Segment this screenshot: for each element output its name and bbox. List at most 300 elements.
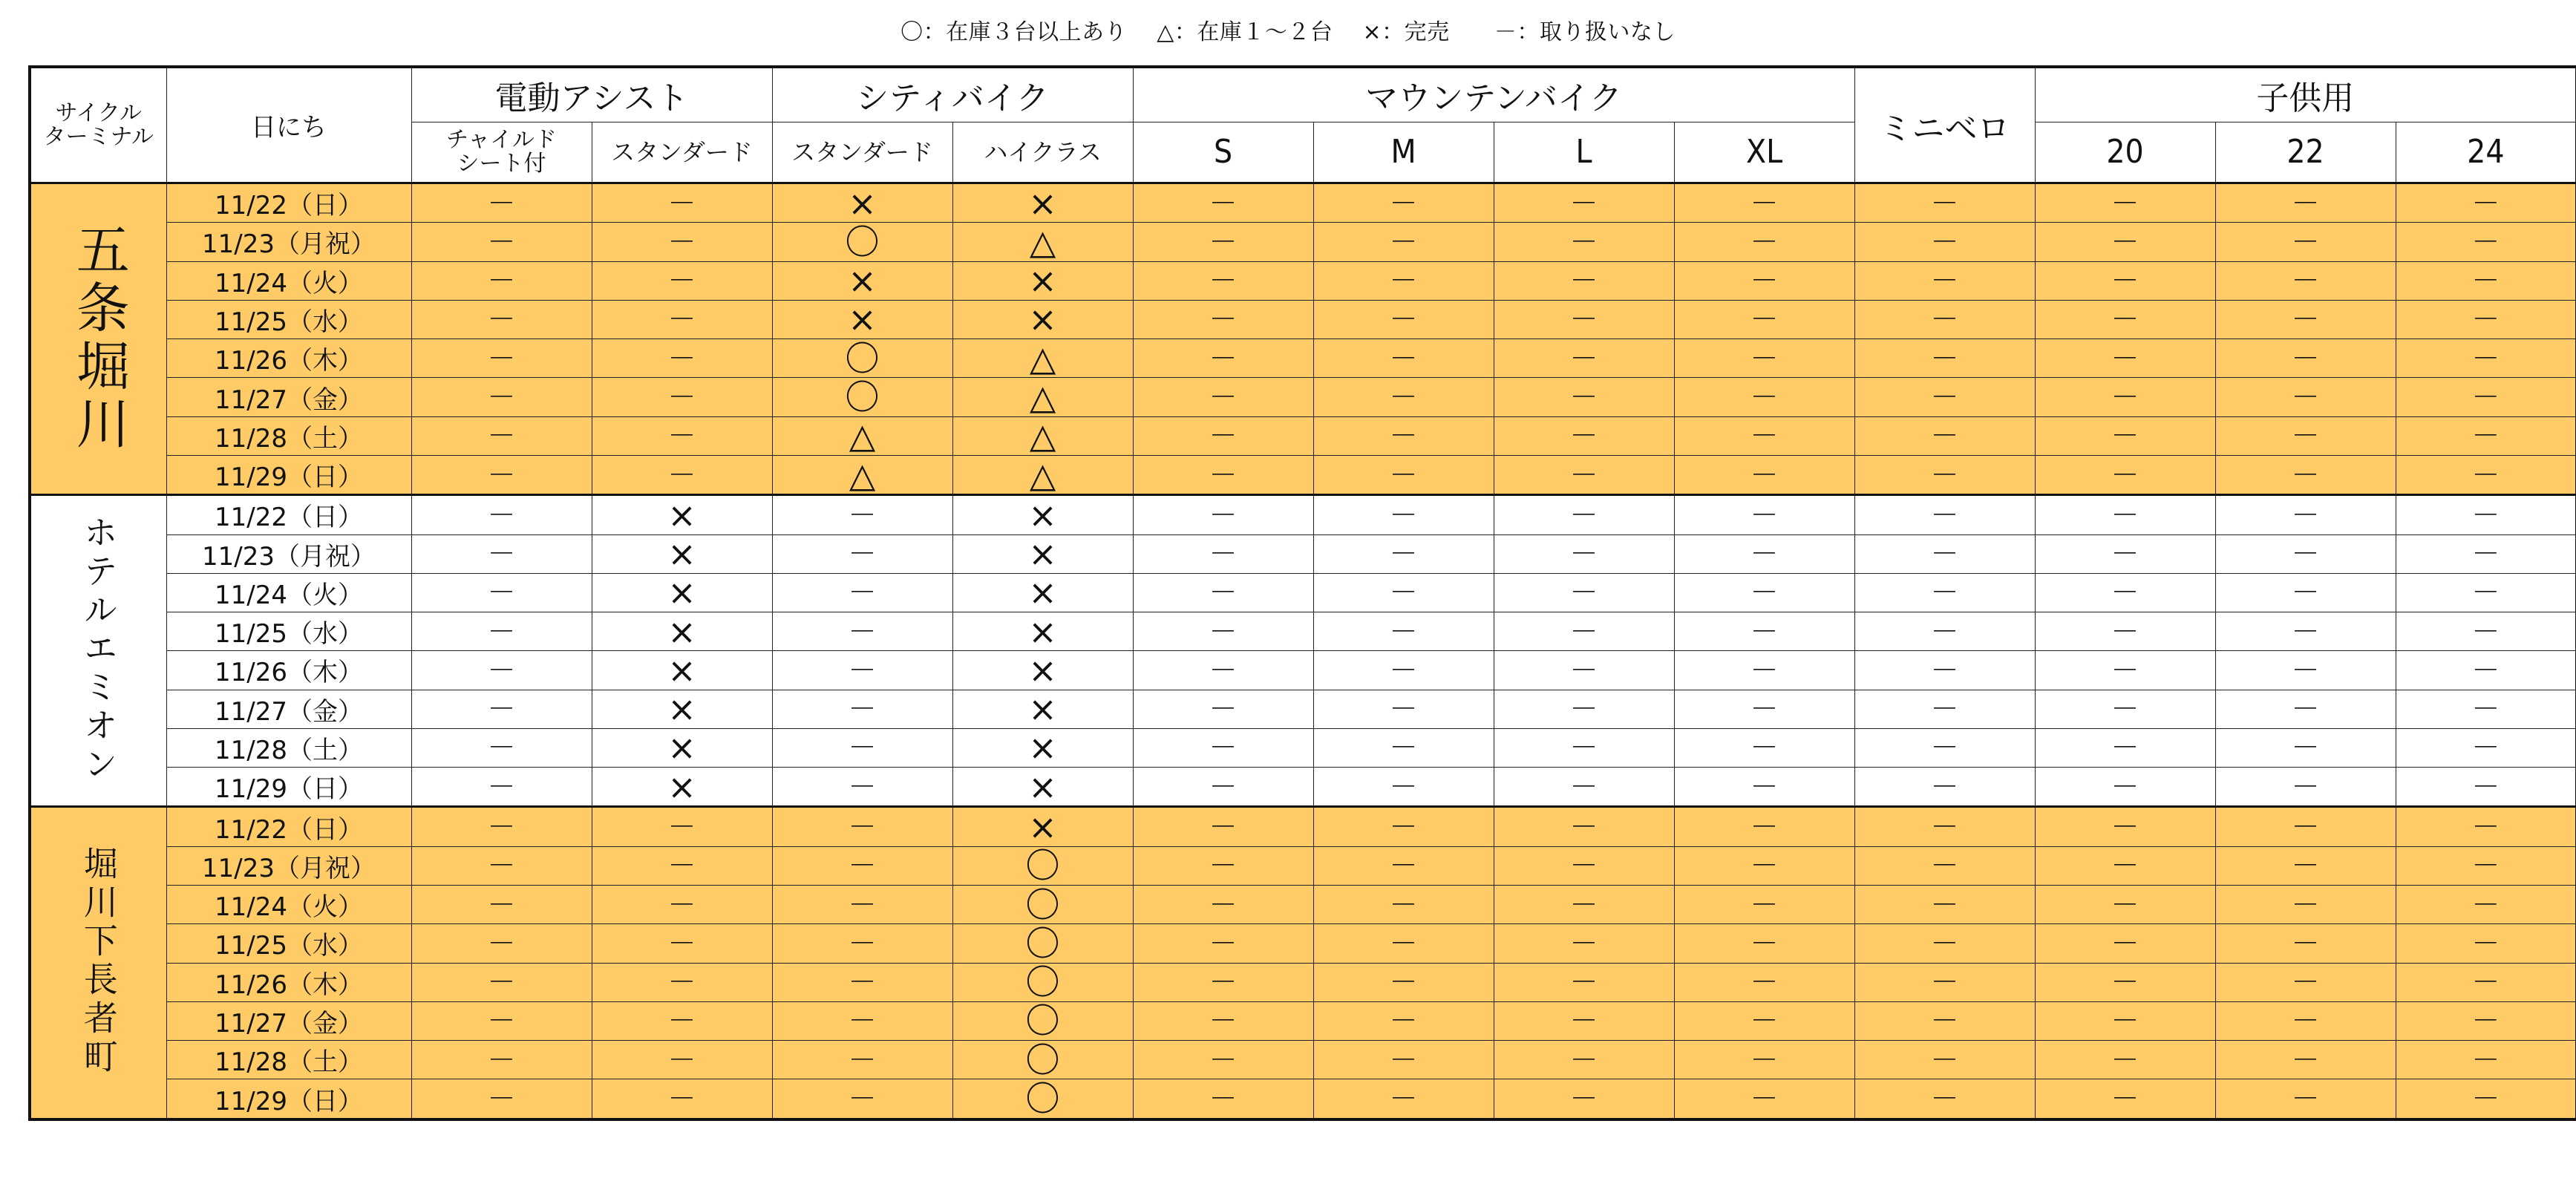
stock-cell-high_class: 〇 — [952, 924, 1133, 963]
sub-electric-standard: スタンダード — [592, 122, 772, 183]
availability-table — [28, 65, 2576, 1121]
stock-cell-child_seat: － — [411, 1079, 592, 1119]
table-row — [30, 1079, 2576, 1119]
stock-cell-M: － — [1313, 1041, 1494, 1079]
stock-cell-XL: － — [1674, 768, 1854, 807]
stock-cell-k22: － — [2215, 807, 2396, 846]
stock-cell-L: － — [1494, 378, 1674, 416]
table-row — [30, 183, 2576, 223]
stock-cell-k24: － — [2396, 1001, 2576, 1040]
stock-cell-standard_e: × — [592, 690, 772, 728]
date-cell: 11/29（日） — [166, 768, 411, 807]
stock-cell-k24: － — [2396, 573, 2576, 612]
stock-cell-M: － — [1313, 455, 1494, 494]
stock-cell-M: － — [1313, 1001, 1494, 1040]
stock-cell-L: － — [1494, 300, 1674, 339]
table-row — [30, 416, 2576, 455]
stock-cell-child_seat: － — [411, 1041, 592, 1079]
stock-cell-S: － — [1133, 261, 1313, 300]
stock-cell-high_class: × — [952, 690, 1133, 728]
stock-cell-XL: － — [1674, 807, 1854, 846]
stock-cell-child_seat: － — [411, 223, 592, 261]
date-cell: 11/27（金） — [166, 690, 411, 728]
stock-cell-standard_c: － — [772, 1041, 952, 1079]
stock-cell-k24: － — [2396, 183, 2576, 223]
date-cell: 11/24（火） — [166, 261, 411, 300]
table-row — [30, 690, 2576, 728]
stock-cell-XL: － — [1674, 455, 1854, 494]
stock-cell-M: － — [1313, 768, 1494, 807]
stock-cell-standard_e: × — [592, 728, 772, 767]
stock-cell-child_seat: － — [411, 690, 592, 728]
stock-cell-M: － — [1313, 223, 1494, 261]
stock-cell-S: － — [1133, 690, 1313, 728]
stock-cell-S: － — [1133, 1079, 1313, 1119]
stock-cell-k24: － — [2396, 455, 2576, 494]
date-cell: 11/25（水） — [166, 300, 411, 339]
stock-cell-standard_c: 〇 — [772, 378, 952, 416]
stock-cell-XL: － — [1674, 612, 1854, 651]
stock-cell-S: － — [1133, 534, 1313, 573]
sub-mtb-s: S — [1133, 122, 1313, 183]
date-cell: 11/22（日） — [166, 183, 411, 223]
stock-cell-high_class: × — [952, 495, 1133, 534]
stock-cell-high_class: 〇 — [952, 1079, 1133, 1119]
legend-not-handled: －：取り扱いなし — [1494, 19, 1676, 45]
table-row — [30, 1041, 2576, 1079]
stock-cell-k24: － — [2396, 416, 2576, 455]
stock-cell-standard_c: － — [772, 1079, 952, 1119]
stock-cell-L: － — [1494, 651, 1674, 690]
stock-cell-standard_e: － — [592, 183, 772, 223]
stock-cell-M: － — [1313, 807, 1494, 846]
stock-cell-L: － — [1494, 728, 1674, 767]
terminal-cell — [30, 807, 166, 1119]
stock-cell-L: － — [1494, 1079, 1674, 1119]
stock-cell-k22: － — [2215, 573, 2396, 612]
stock-cell-high_class: △ — [952, 378, 1133, 416]
date-cell: 11/25（水） — [166, 612, 411, 651]
stock-cell-k22: － — [2215, 690, 2396, 728]
stock-cell-S: － — [1133, 495, 1313, 534]
stock-cell-standard_c: 〇 — [772, 339, 952, 378]
stock-cell-k20: － — [2035, 223, 2215, 261]
stock-cell-XL: － — [1674, 1041, 1854, 1079]
stock-cell-standard_c: － — [772, 846, 952, 885]
stock-cell-k20: － — [2035, 690, 2215, 728]
stock-cell-minivelo: － — [1854, 846, 2035, 885]
stock-cell-minivelo: － — [1854, 690, 2035, 728]
stock-cell-k20: － — [2035, 768, 2215, 807]
stock-cell-L: － — [1494, 573, 1674, 612]
stock-cell-k24: － — [2396, 378, 2576, 416]
stock-cell-standard_c: － — [772, 1001, 952, 1040]
stock-cell-S: － — [1133, 807, 1313, 846]
stock-cell-XL: － — [1674, 651, 1854, 690]
stock-cell-standard_c: － — [772, 768, 952, 807]
stock-cell-M: － — [1313, 378, 1494, 416]
stock-cell-k20: － — [2035, 612, 2215, 651]
stock-cell-high_class: 〇 — [952, 1041, 1133, 1079]
stock-cell-child_seat: － — [411, 807, 592, 846]
stock-cell-standard_c: × — [772, 261, 952, 300]
stock-cell-XL: － — [1674, 300, 1854, 339]
stock-cell-child_seat: － — [411, 495, 592, 534]
stock-cell-standard_e: － — [592, 300, 772, 339]
stock-cell-standard_e: － — [592, 416, 772, 455]
stock-cell-S: － — [1133, 300, 1313, 339]
stock-cell-S: － — [1133, 223, 1313, 261]
stock-cell-L: － — [1494, 612, 1674, 651]
stock-cell-k22: － — [2215, 924, 2396, 963]
table-row — [30, 768, 2576, 807]
stock-cell-high_class: × — [952, 768, 1133, 807]
stock-cell-k24: － — [2396, 728, 2576, 767]
date-cell: 11/28（土） — [166, 1041, 411, 1079]
sub-kids-22: 22 — [2215, 122, 2396, 183]
stock-cell-XL: － — [1674, 534, 1854, 573]
stock-cell-k20: － — [2035, 1041, 2215, 1079]
stock-cell-minivelo: － — [1854, 183, 2035, 223]
stock-cell-k24: － — [2396, 1079, 2576, 1119]
sub-child-seat: チャイルド シート付 — [411, 122, 592, 183]
stock-cell-k24: － — [2396, 690, 2576, 728]
stock-cell-child_seat: － — [411, 339, 592, 378]
stock-cell-S: － — [1133, 963, 1313, 1001]
table-row — [30, 534, 2576, 573]
stock-cell-M: － — [1313, 690, 1494, 728]
stock-cell-child_seat: － — [411, 612, 592, 651]
legend-sold-out: ×：完売 — [1362, 19, 1450, 45]
sub-kids-20: 20 — [2035, 122, 2215, 183]
table-row — [30, 339, 2576, 378]
stock-cell-S: － — [1133, 728, 1313, 767]
stock-cell-k20: － — [2035, 300, 2215, 339]
date-cell: 11/29（日） — [166, 1079, 411, 1119]
date-cell: 11/28（土） — [166, 728, 411, 767]
stock-cell-k20: － — [2035, 807, 2215, 846]
stock-cell-minivelo: － — [1854, 612, 2035, 651]
stock-cell-high_class: × — [952, 651, 1133, 690]
stock-cell-standard_e: － — [592, 455, 772, 494]
group-electric-assist: 電動アシスト — [411, 67, 772, 122]
stock-cell-standard_c: － — [772, 534, 952, 573]
stock-cell-child_seat: － — [411, 455, 592, 494]
stock-cell-standard_e: × — [592, 651, 772, 690]
stock-cell-standard_e: × — [592, 612, 772, 651]
stock-cell-M: － — [1313, 339, 1494, 378]
stock-cell-k22: － — [2215, 183, 2396, 223]
date-cell: 11/26（木） — [166, 651, 411, 690]
stock-cell-S: － — [1133, 924, 1313, 963]
stock-cell-L: － — [1494, 690, 1674, 728]
stock-cell-child_seat: － — [411, 963, 592, 1001]
date-cell: 11/23（月祝） — [166, 534, 411, 573]
terminal-name: 堀川下長者町 — [78, 846, 119, 1078]
sub-city-standard: スタンダード — [772, 122, 952, 183]
table-row — [30, 300, 2576, 339]
legend-low-stock: △：在庫１～２台 — [1157, 19, 1333, 45]
stock-cell-child_seat: － — [411, 728, 592, 767]
stock-cell-child_seat: － — [411, 846, 592, 885]
stock-cell-standard_e: × — [592, 534, 772, 573]
stock-cell-XL: － — [1674, 728, 1854, 767]
stock-cell-child_seat: － — [411, 416, 592, 455]
stock-cell-L: － — [1494, 416, 1674, 455]
table-row — [30, 963, 2576, 1001]
stock-cell-S: － — [1133, 1001, 1313, 1040]
sub-mtb-l: L — [1494, 122, 1674, 183]
stock-cell-XL: － — [1674, 495, 1854, 534]
stock-cell-high_class: × — [952, 573, 1133, 612]
stock-cell-minivelo: － — [1854, 963, 2035, 1001]
stock-cell-S: － — [1133, 612, 1313, 651]
date-cell: 11/25（水） — [166, 924, 411, 963]
terminal-name: 五条堀川 — [67, 221, 130, 454]
stock-cell-standard_c: △ — [772, 455, 952, 494]
stock-cell-L: － — [1494, 807, 1674, 846]
legend-in-stock: 〇：在庫３台以上あり — [900, 19, 1128, 45]
group-minivelo: ミニベロ — [1854, 67, 2035, 183]
stock-cell-standard_e: × — [592, 495, 772, 534]
stock-cell-standard_e: × — [592, 768, 772, 807]
stock-cell-high_class: × — [952, 807, 1133, 846]
stock-cell-standard_e: － — [592, 963, 772, 1001]
stock-cell-minivelo: － — [1854, 1079, 2035, 1119]
stock-cell-XL: － — [1674, 378, 1854, 416]
stock-cell-k24: － — [2396, 807, 2576, 846]
stock-cell-standard_c: × — [772, 183, 952, 223]
stock-cell-k24: － — [2396, 963, 2576, 1001]
stock-cell-minivelo: － — [1854, 768, 2035, 807]
stock-cell-child_seat: － — [411, 924, 592, 963]
stock-cell-standard_c: － — [772, 728, 952, 767]
stock-cell-k22: － — [2215, 846, 2396, 885]
stock-cell-high_class: × — [952, 534, 1133, 573]
stock-cell-child_seat: － — [411, 300, 592, 339]
stock-cell-standard_e: － — [592, 378, 772, 416]
stock-cell-k22: － — [2215, 963, 2396, 1001]
stock-cell-k24: － — [2396, 651, 2576, 690]
stock-cell-k22: － — [2215, 1079, 2396, 1119]
stock-cell-high_class: 〇 — [952, 1001, 1133, 1040]
stock-cell-standard_c: × — [772, 300, 952, 339]
stock-cell-minivelo: － — [1854, 416, 2035, 455]
stock-cell-standard_c: － — [772, 963, 952, 1001]
stock-cell-k22: － — [2215, 339, 2396, 378]
stock-cell-M: － — [1313, 573, 1494, 612]
stock-cell-standard_c: － — [772, 495, 952, 534]
stock-cell-k20: － — [2035, 573, 2215, 612]
table-row — [30, 455, 2576, 494]
date-cell: 11/27（金） — [166, 378, 411, 416]
stock-cell-k22: － — [2215, 261, 2396, 300]
stock-cell-k24: － — [2396, 846, 2576, 885]
stock-cell-high_class: 〇 — [952, 963, 1133, 1001]
stock-cell-k24: － — [2396, 495, 2576, 534]
stock-cell-standard_c: △ — [772, 416, 952, 455]
sub-mtb-m: M — [1313, 122, 1494, 183]
stock-cell-M: － — [1313, 1079, 1494, 1119]
stock-cell-XL: － — [1674, 1001, 1854, 1040]
stock-cell-M: － — [1313, 612, 1494, 651]
stock-cell-M: － — [1313, 300, 1494, 339]
stock-cell-standard_c: － — [772, 886, 952, 924]
stock-cell-k20: － — [2035, 378, 2215, 416]
sub-mtb-xl: XL — [1674, 122, 1854, 183]
stock-cell-k22: － — [2215, 300, 2396, 339]
group-mountain-bike: マウンテンバイク — [1133, 67, 1854, 122]
stock-cell-minivelo: － — [1854, 573, 2035, 612]
table-row — [30, 886, 2576, 924]
stock-cell-high_class: △ — [952, 223, 1133, 261]
stock-cell-child_seat: － — [411, 573, 592, 612]
stock-cell-k20: － — [2035, 534, 2215, 573]
stock-cell-child_seat: － — [411, 261, 592, 300]
stock-cell-minivelo: － — [1854, 728, 2035, 767]
table-body — [30, 183, 2576, 1120]
sub-city-high-class: ハイクラス — [952, 122, 1133, 183]
stock-cell-minivelo: － — [1854, 223, 2035, 261]
stock-cell-L: － — [1494, 768, 1674, 807]
stock-cell-k22: － — [2215, 1001, 2396, 1040]
stock-cell-minivelo: － — [1854, 495, 2035, 534]
stock-cell-k24: － — [2396, 300, 2576, 339]
stock-cell-M: － — [1313, 651, 1494, 690]
table-row — [30, 1001, 2576, 1040]
stock-cell-standard_c: － — [772, 573, 952, 612]
stock-cell-L: － — [1494, 495, 1674, 534]
stock-cell-L: － — [1494, 261, 1674, 300]
stock-cell-L: － — [1494, 183, 1674, 223]
stock-cell-L: － — [1494, 924, 1674, 963]
date-cell: 11/23（月祝） — [166, 846, 411, 885]
stock-cell-XL: － — [1674, 223, 1854, 261]
stock-cell-M: － — [1313, 963, 1494, 1001]
stock-cell-k22: － — [2215, 1041, 2396, 1079]
stock-cell-child_seat: － — [411, 886, 592, 924]
stock-cell-standard_e: × — [592, 573, 772, 612]
stock-cell-k22: － — [2215, 886, 2396, 924]
stock-cell-high_class: × — [952, 261, 1133, 300]
legend — [0, 13, 2576, 46]
stock-cell-k22: － — [2215, 223, 2396, 261]
stock-cell-k20: － — [2035, 1001, 2215, 1040]
stock-cell-child_seat: － — [411, 651, 592, 690]
stock-cell-k22: － — [2215, 651, 2396, 690]
stock-cell-standard_c: 〇 — [772, 223, 952, 261]
stock-cell-minivelo: － — [1854, 1001, 2035, 1040]
stock-cell-standard_c: － — [772, 651, 952, 690]
table-row — [30, 807, 2576, 846]
stock-cell-S: － — [1133, 1041, 1313, 1079]
table-row — [30, 612, 2576, 651]
stock-cell-k20: － — [2035, 846, 2215, 885]
stock-cell-high_class: 〇 — [952, 846, 1133, 885]
stock-cell-child_seat: － — [411, 1001, 592, 1040]
stock-cell-standard_e: － — [592, 886, 772, 924]
stock-cell-S: － — [1133, 886, 1313, 924]
date-header: 日にち — [166, 67, 411, 183]
table-row — [30, 261, 2576, 300]
stock-cell-k22: － — [2215, 612, 2396, 651]
stock-cell-k20: － — [2035, 261, 2215, 300]
stock-cell-standard_e: － — [592, 223, 772, 261]
stock-cell-M: － — [1313, 846, 1494, 885]
stock-cell-M: － — [1313, 495, 1494, 534]
date-cell: 11/23（月祝） — [166, 223, 411, 261]
stock-cell-M: － — [1313, 416, 1494, 455]
stock-cell-S: － — [1133, 651, 1313, 690]
stock-cell-high_class: × — [952, 728, 1133, 767]
stock-cell-XL: － — [1674, 924, 1854, 963]
group-city-bike: シティバイク — [772, 67, 1133, 122]
stock-cell-XL: － — [1674, 1079, 1854, 1119]
stock-cell-child_seat: － — [411, 768, 592, 807]
table-row — [30, 378, 2576, 416]
stock-cell-M: － — [1313, 534, 1494, 573]
date-cell: 11/22（日） — [166, 807, 411, 846]
stock-cell-k20: － — [2035, 183, 2215, 223]
stock-cell-standard_e: － — [592, 1079, 772, 1119]
table-row — [30, 223, 2576, 261]
stock-cell-XL: － — [1674, 573, 1854, 612]
stock-cell-child_seat: － — [411, 534, 592, 573]
stock-cell-standard_e: － — [592, 924, 772, 963]
stock-cell-standard_e: － — [592, 1041, 772, 1079]
stock-cell-k20: － — [2035, 963, 2215, 1001]
sub-kids-24: 24 — [2396, 122, 2576, 183]
terminal-header: サイクル ターミナル — [30, 67, 166, 183]
stock-cell-k20: － — [2035, 886, 2215, 924]
stock-cell-k24: － — [2396, 534, 2576, 573]
terminal-cell — [30, 495, 166, 807]
date-cell: 11/28（土） — [166, 416, 411, 455]
table-row — [30, 846, 2576, 885]
stock-cell-high_class: 〇 — [952, 886, 1133, 924]
date-cell: 11/24（火） — [166, 573, 411, 612]
stock-cell-L: － — [1494, 1001, 1674, 1040]
stock-cell-M: － — [1313, 261, 1494, 300]
stock-cell-k20: － — [2035, 1079, 2215, 1119]
stock-cell-standard_c: － — [772, 924, 952, 963]
stock-cell-L: － — [1494, 963, 1674, 1001]
stock-cell-minivelo: － — [1854, 261, 2035, 300]
stock-cell-k20: － — [2035, 651, 2215, 690]
stock-cell-child_seat: － — [411, 378, 592, 416]
stock-cell-L: － — [1494, 339, 1674, 378]
stock-cell-S: － — [1133, 183, 1313, 223]
date-cell: 11/26（木） — [166, 963, 411, 1001]
group-kids: 子供用 — [2035, 67, 2576, 122]
stock-cell-minivelo: － — [1854, 378, 2035, 416]
stock-cell-XL: － — [1674, 886, 1854, 924]
stock-cell-minivelo: － — [1854, 339, 2035, 378]
stock-cell-high_class: △ — [952, 339, 1133, 378]
stock-cell-high_class: △ — [952, 416, 1133, 455]
stock-cell-standard_e: － — [592, 339, 772, 378]
terminal-cell — [30, 183, 166, 495]
stock-cell-XL: － — [1674, 261, 1854, 300]
date-cell: 11/29（日） — [166, 455, 411, 494]
stock-cell-L: － — [1494, 223, 1674, 261]
stock-cell-standard_e: － — [592, 1001, 772, 1040]
stock-cell-k20: － — [2035, 728, 2215, 767]
stock-cell-standard_c: － — [772, 612, 952, 651]
stock-cell-k24: － — [2396, 261, 2576, 300]
stock-cell-XL: － — [1674, 846, 1854, 885]
stock-cell-S: － — [1133, 768, 1313, 807]
